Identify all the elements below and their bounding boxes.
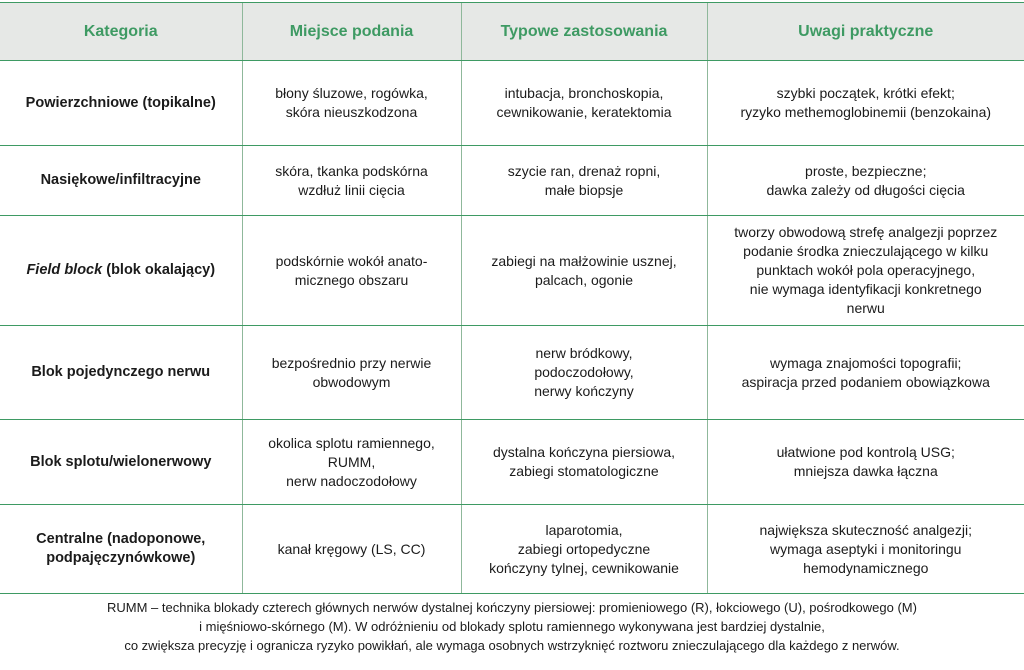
header-category: Kategoria — [0, 3, 242, 61]
footnote: RUMM – technika blokady czterech głównych nerwów dystalnej kończyny piersiowej: promieniowego (R), łokciowego (U), pośrodkowego (M) i mięśniowo-skórnego (M). W odróżnieniu od blokady splotu ramiennego wykonywana jest bardziej dystalnie, co zwiększa precyzję i ogranicza ryzyko powikłań, ale wymaga osobnych wstrzyknięć roztworu znieczulającego dla każdego z nerwów. — [107, 600, 917, 653]
cell-site: kanał kręgowy (LS, CC) — [242, 505, 461, 594]
cell-category: Powierzchniowe (topikalne) — [0, 61, 242, 146]
cell-uses: nerw bródkowy, podoczodołowy, nerwy kończyny — [461, 326, 707, 420]
table-row — [0, 505, 1024, 594]
cell-category: Blok splotu/wielonerwowy — [0, 420, 242, 505]
cell-category: Field block (blok okalający) — [0, 216, 242, 326]
table-row — [0, 146, 1024, 216]
cell-site: podskórnie wokół anato- micznego obszaru — [242, 216, 461, 326]
table-row — [0, 61, 1024, 146]
cell-notes: szybki początek, krótki efekt; ryzyko methemoglobinemii (benzokaina) — [707, 61, 1024, 146]
cell-site: bezpośrednio przy nerwie obwodowym — [242, 326, 461, 420]
cell-site: okolica splotu ramiennego, RUMM, nerw nadoczodołowy — [242, 420, 461, 505]
cell-notes: ułatwione pod kontrolą USG; mniejsza dawka łączna — [707, 420, 1024, 505]
cell-uses: laparotomia, zabiegi ortopedyczne kończyny tylnej, cewnikowanie — [461, 505, 707, 594]
cell-notes: wymaga znajomości topografii; aspiracja przed podaniem obowiązkowa — [707, 326, 1024, 420]
table-row — [0, 420, 1024, 505]
cell-category: Blok pojedynczego nerwu — [0, 326, 242, 420]
header-notes: Uwagi praktyczne — [707, 3, 1024, 61]
cell-site: błony śluzowe, rogówka, skóra nieuszkodzona — [242, 61, 461, 146]
cell-site: skóra, tkanka podskórna wzdłuż linii cięcia — [242, 146, 461, 216]
anesthesia-table — [0, 2, 1024, 594]
cell-category: Centralne (nadoponowe, podpajęczynówkowe) — [0, 505, 242, 594]
cell-category: Nasiękowe/infiltracyjne — [0, 146, 242, 216]
header-site: Miejsce podania — [242, 3, 461, 61]
header-row — [0, 3, 1024, 61]
cell-uses: zabiegi na małżowinie usznej, palcach, ogonie — [461, 216, 707, 326]
cell-uses: szycie ran, drenaż ropni, małe biopsje — [461, 146, 707, 216]
cell-uses: dystalna kończyna piersiowa, zabiegi stomatologiczne — [461, 420, 707, 505]
cell-notes: największa skuteczność analgezji; wymaga aseptyki i monitoringu hemodynamicznego — [707, 505, 1024, 594]
cell-notes: proste, bezpieczne; dawka zależy od długości cięcia — [707, 146, 1024, 216]
cell-notes: tworzy obwodową strefę analgezji poprzez podanie środka znieczulającego w kilku punktach wokół pola operacyjnego, nie wymaga identyfikacji konkretnego nerwu — [707, 216, 1024, 326]
table-row — [0, 216, 1024, 326]
cell-uses: intubacja, bronchoskopia, cewnikowanie, keratektomia — [461, 61, 707, 146]
header-uses: Typowe zastosowania — [461, 3, 707, 61]
table-row — [0, 326, 1024, 420]
